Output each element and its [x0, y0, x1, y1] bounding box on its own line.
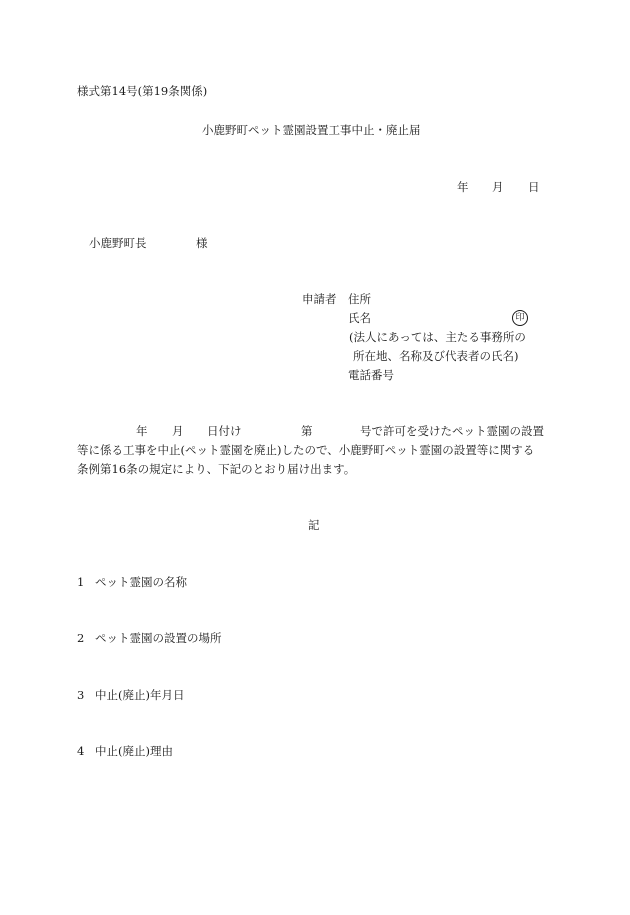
body-line3: 条例第16条の規定により、下記のとおり届け出ます。 — [77, 462, 356, 476]
addressee-honorific: 様 — [196, 236, 208, 250]
body-line2: 等に係る工事を中止(ペット霊園を廃止)したので、小鹿野町ペット霊園の設置等に関する — [77, 443, 535, 457]
date-month: 月 — [492, 180, 504, 194]
item-4-label: 中止(廃止)理由 — [95, 744, 173, 758]
corporation-note-line1: (法人にあっては、主たる事務所の — [349, 330, 526, 344]
item-1-number: 1 — [77, 575, 85, 589]
item-2-number: 2 — [77, 631, 85, 645]
body-day-suffix: 日付け — [207, 424, 242, 438]
item-2-label: ペット霊園の設置の場所 — [95, 631, 222, 645]
date-day: 日 — [528, 180, 540, 194]
addressee-name: 小鹿野町長 — [89, 236, 147, 250]
seal-mark: 印 — [512, 310, 528, 326]
item-4-number: 4 — [77, 744, 85, 758]
body-dai: 第 — [301, 424, 313, 438]
document-title: 小鹿野町ペット霊園設置工事中止・廃止届 — [202, 123, 421, 137]
body-month: 月 — [172, 424, 184, 438]
item-1-label: ペット霊園の名称 — [95, 575, 187, 589]
phone-label: 電話番号 — [348, 368, 394, 382]
body-line1-rest: 号で許可を受けたペット霊園の設置 — [360, 424, 544, 438]
address-label: 住所 — [348, 292, 371, 306]
item-3-label: 中止(廃止)年月日 — [95, 688, 185, 702]
item-3-number: 3 — [77, 688, 85, 702]
name-label: 氏名 — [348, 311, 371, 325]
corporation-note-line2: 所在地、名称及び代表者の氏名) — [353, 349, 519, 363]
date-year: 年 — [457, 180, 469, 194]
body-year: 年 — [136, 424, 148, 438]
ki-heading: 記 — [308, 518, 320, 532]
form-number: 様式第14号(第19条関係) — [77, 84, 208, 98]
applicant-label: 申請者 — [302, 292, 337, 306]
